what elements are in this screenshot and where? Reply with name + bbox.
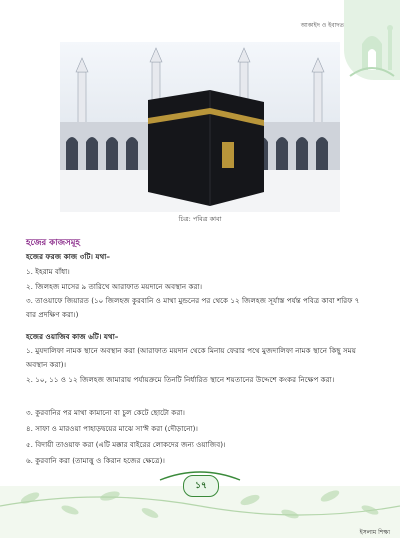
wajib-item: ৪. সাফা ও মারওয়া পাহাড়দ্বয়ের মাঝে সা'ঈ করা (দৌড়ানো)।: [26, 424, 198, 433]
faraz-item: ২. জিলহজ মাসের ৯ তারিখে আরাফাত ময়দানে অবস্থান করা।: [26, 282, 203, 291]
section-title: হজের কাজসমূহ: [26, 238, 80, 248]
faraz-item: ৩. তাওয়াফে জিয়ারত (১০ জিলহজ কুরবানি ও মাথা মুন্ডনের পর থেকে ১২ জিলহজ সূর্যাস্ত পর্যন্ত পবিত্র কাবা শরিফ ৭ বার প্রদক্ষিণ করা।): [26, 296, 360, 319]
faraz-item: ১. ইহরাম বাঁধা।: [26, 267, 70, 276]
page-number: ১৭: [183, 475, 219, 497]
corner-ornament: [344, 0, 400, 80]
mosque-ornament-icon: [344, 0, 400, 80]
footer-decoration: [0, 458, 400, 538]
wajib-item: ২. ১০, ১১ ও ১২ জিলহজ জামারায় পর্যায়ক্রমে তিনটি নির্ধারিত স্থানে শয়তানের উদ্দেশে কংকর নিক্ষেপ করা।: [26, 375, 335, 384]
book-label: ইসলাম শিক্ষা: [359, 529, 390, 536]
leaf-pattern-icon: [0, 458, 400, 538]
wajib-item: ৩. কুরবানির পর মাথা কামানো বা চুল কেটে ছোটো করা।: [26, 408, 185, 417]
wajib-item: ৬. কুরবানি করা (তামাত্তু ও কিরান হজের ক্ষেত্রে)।: [26, 456, 165, 465]
figure-caption: চিত্র: পবিত্র কাবা: [178, 215, 222, 223]
wajib-item: ১. মুযদালিফা নামক স্থানে অবস্থান করা (আরাফাত ময়দান থেকে মিনায় ফেরার পথে মুজদালিফা নামক স্থানে কিছু সময় অবস্থান করা)।: [26, 346, 356, 369]
faraz-heading: হজের ফরজ কাজ ৩টি। যথা–: [26, 252, 110, 261]
wajib-item: ৫. বিদায়ী তাওয়াফ করা (এটি মক্কার বাইরের লোকদের জন্য ওয়াজিব)।: [26, 440, 226, 449]
kaaba-photo: [60, 42, 340, 212]
wajib-heading: হজের ওয়াজিব কাজ ৬টি। যথা–: [26, 332, 119, 341]
chapter-label: আকাইদ ও ইবাদত: [300, 22, 344, 29]
